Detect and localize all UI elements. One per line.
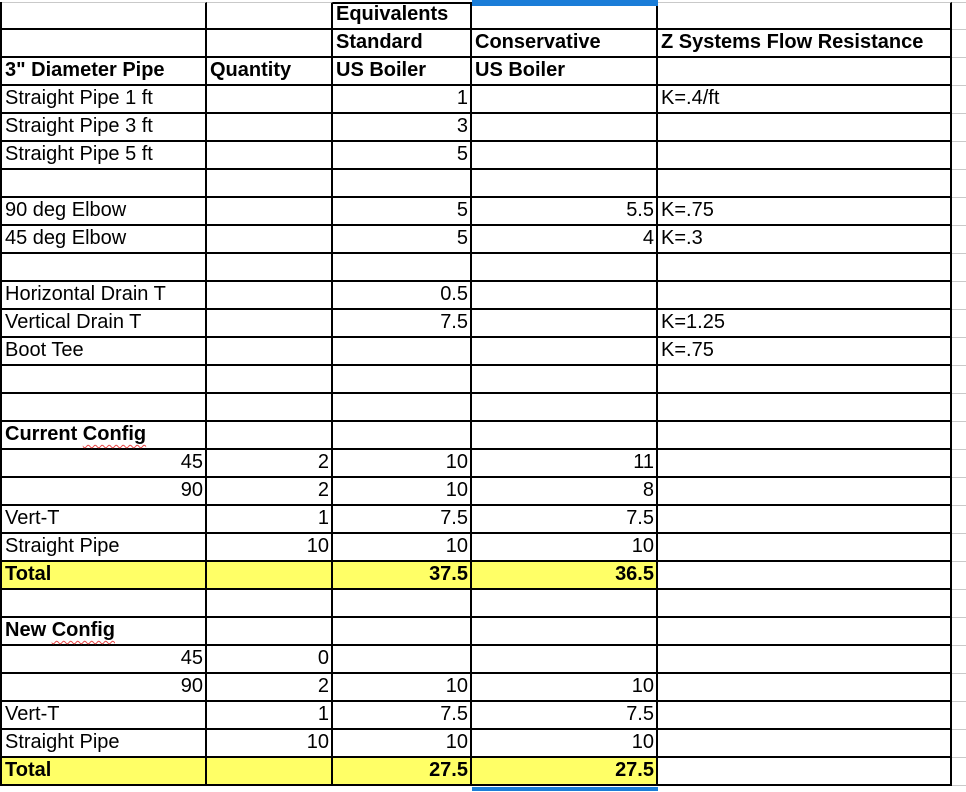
cell-E1[interactable] — [658, 2, 952, 30]
cell-E23[interactable] — [658, 618, 952, 646]
sheet-row-23 — [2, 618, 966, 646]
cell-C5[interactable]: 3 — [333, 114, 472, 142]
cell-F10[interactable] — [952, 254, 966, 282]
sheet-row-7 — [2, 170, 966, 198]
cell-C17[interactable]: 10 — [333, 450, 472, 478]
sheet-row-25 — [2, 674, 966, 702]
cell-B22[interactable] — [207, 590, 333, 618]
cell-C13[interactable] — [333, 338, 472, 366]
cell-D18[interactable]: 8 — [472, 478, 658, 506]
cell-D5[interactable] — [472, 114, 658, 142]
cell-E11[interactable] — [658, 282, 952, 310]
cell-D23[interactable] — [472, 618, 658, 646]
sheet-row-27 — [2, 730, 966, 758]
cell-C7[interactable] — [333, 170, 472, 198]
cell-D20[interactable]: 10 — [472, 534, 658, 562]
cell-A10[interactable] — [2, 254, 207, 282]
sheet-row-18 — [2, 478, 966, 506]
cell-A12[interactable]: Vertical Drain T — [2, 310, 207, 338]
cell-A20[interactable]: Straight Pipe — [2, 534, 207, 562]
cell-D25[interactable]: 10 — [472, 674, 658, 702]
cell-D15[interactable] — [472, 394, 658, 422]
column-selection-top-indicator — [472, 0, 658, 6]
cell-E17[interactable] — [658, 450, 952, 478]
cell-F26[interactable] — [952, 702, 966, 730]
sheet-row-1 — [2, 2, 966, 30]
cell-B16[interactable] — [207, 422, 333, 450]
cell-A21[interactable]: Total — [2, 562, 207, 590]
cell-B20[interactable]: 10 — [207, 534, 333, 562]
cell-F20[interactable] — [952, 534, 966, 562]
cell-A15[interactable] — [2, 394, 207, 422]
column-selection-bottom-indicator — [472, 787, 658, 791]
cell-A16[interactable] — [2, 422, 207, 450]
cell-F23[interactable] — [952, 618, 966, 646]
cell-D22[interactable] — [472, 590, 658, 618]
cell-B24[interactable]: 0 — [207, 646, 333, 674]
sheet-row-24 — [2, 646, 966, 674]
cell-F28[interactable] — [952, 758, 966, 786]
cell-A14[interactable] — [2, 366, 207, 394]
cell-A9[interactable]: 45 deg Elbow — [2, 226, 207, 254]
cell-E6[interactable] — [658, 142, 952, 170]
cell-A26[interactable]: Vert-T — [2, 702, 207, 730]
cell-E7[interactable] — [658, 170, 952, 198]
cell-B14[interactable] — [207, 366, 333, 394]
cell-B19[interactable]: 1 — [207, 506, 333, 534]
cell-C11[interactable]: 0.5 — [333, 282, 472, 310]
cell-D1[interactable] — [472, 2, 658, 30]
cell-C4[interactable]: 1 — [333, 86, 472, 114]
cell-C28[interactable]: 27.5 — [333, 758, 472, 786]
cell-A19[interactable]: Vert-T — [2, 506, 207, 534]
cell-B2[interactable] — [207, 30, 333, 58]
cell-C18[interactable]: 10 — [333, 478, 472, 506]
cell-B26[interactable]: 1 — [207, 702, 333, 730]
cell-A17[interactable]: 45 — [2, 450, 207, 478]
cell-F3[interactable] — [952, 58, 966, 86]
cell-E24[interactable] — [658, 646, 952, 674]
sheet-row-11 — [2, 282, 966, 310]
cell-D9[interactable]: 4 — [472, 226, 658, 254]
cell-F6[interactable] — [952, 142, 966, 170]
sheet-row-20 — [2, 534, 966, 562]
cell-E27[interactable] — [658, 730, 952, 758]
cell-B23[interactable] — [207, 618, 333, 646]
cell-A2[interactable] — [2, 30, 207, 58]
cell-E9[interactable]: K=.3 — [658, 226, 952, 254]
cell-D6[interactable] — [472, 142, 658, 170]
cell-F22[interactable] — [952, 590, 966, 618]
cell-C6[interactable]: 5 — [333, 142, 472, 170]
cell-F24[interactable] — [952, 646, 966, 674]
cell-A18[interactable]: 90 — [2, 478, 207, 506]
cell-A7[interactable] — [2, 170, 207, 198]
cell-D27[interactable]: 10 — [472, 730, 658, 758]
cell-F14[interactable] — [952, 366, 966, 394]
sheet-row-17 — [2, 450, 966, 478]
cell-C8[interactable]: 5 — [333, 198, 472, 226]
cell-A27[interactable]: Straight Pipe — [2, 730, 207, 758]
sheet-row-26 — [2, 702, 966, 730]
cell-D26[interactable]: 7.5 — [472, 702, 658, 730]
cell-A23[interactable] — [2, 618, 207, 646]
cell-B27[interactable]: 10 — [207, 730, 333, 758]
sheet-row-9 — [2, 226, 966, 254]
cell-D17[interactable]: 11 — [472, 450, 658, 478]
cell-A1[interactable] — [2, 2, 207, 30]
cell-D16[interactable] — [472, 422, 658, 450]
spellcheck-squiggle-word: Config — [51, 619, 115, 641]
cell-E3[interactable] — [658, 58, 952, 86]
cell-B1[interactable] — [207, 2, 333, 30]
cell-A11[interactable]: Horizontal Drain T — [2, 282, 207, 310]
sheet-row-14 — [2, 366, 966, 394]
cell-C21[interactable]: 37.5 — [333, 562, 472, 590]
cell-A28[interactable]: Total — [2, 758, 207, 786]
cell-B15[interactable] — [207, 394, 333, 422]
cell-E25[interactable] — [658, 674, 952, 702]
cell-F13[interactable] — [952, 338, 966, 366]
cell-F17[interactable] — [952, 450, 966, 478]
cell-F1[interactable] — [952, 2, 966, 30]
cell-C20[interactable]: 10 — [333, 534, 472, 562]
cell-E5[interactable] — [658, 114, 952, 142]
cell-C14[interactable] — [333, 366, 472, 394]
sheet-row-13 — [2, 338, 966, 366]
cell-D24[interactable] — [472, 646, 658, 674]
cell-C15[interactable] — [333, 394, 472, 422]
sheet-row-8 — [2, 198, 966, 226]
cell-E15[interactable] — [658, 394, 952, 422]
cell-F7[interactable] — [952, 170, 966, 198]
cell-E19[interactable] — [658, 506, 952, 534]
cell-C23[interactable] — [333, 618, 472, 646]
cell-E10[interactable] — [658, 254, 952, 282]
cell-F11[interactable] — [952, 282, 966, 310]
cell-C26[interactable]: 7.5 — [333, 702, 472, 730]
cell-E28[interactable] — [658, 758, 952, 786]
cell-C25[interactable]: 10 — [333, 674, 472, 702]
cell-B11[interactable] — [207, 282, 333, 310]
cell-F27[interactable] — [952, 730, 966, 758]
cell-D21[interactable]: 36.5 — [472, 562, 658, 590]
cell-A13[interactable]: Boot Tee — [2, 338, 207, 366]
cell-C27[interactable]: 10 — [333, 730, 472, 758]
cell-B13[interactable] — [207, 338, 333, 366]
cell-F25[interactable] — [952, 674, 966, 702]
cell-E14[interactable] — [658, 366, 952, 394]
cell-E8[interactable]: K=.75 — [658, 198, 952, 226]
cell-A3[interactable]: 3" Diameter Pipe — [2, 58, 207, 86]
cell-C9[interactable]: 5 — [333, 226, 472, 254]
cell-B21[interactable] — [207, 562, 333, 590]
cell-F8[interactable] — [952, 198, 966, 226]
cell-B4[interactable] — [207, 86, 333, 114]
cell-E2[interactable]: Z Systems Flow Resistance — [658, 30, 952, 58]
cell-C2[interactable]: Standard — [333, 30, 472, 58]
cell-C16[interactable] — [333, 422, 472, 450]
cell-B12[interactable] — [207, 310, 333, 338]
sheet-row-19 — [2, 506, 966, 534]
cell-D14[interactable] — [472, 366, 658, 394]
cell-A6[interactable]: Straight Pipe 5 ft — [2, 142, 207, 170]
sheet-row-5 — [2, 114, 966, 142]
spellcheck-squiggle-word: Config — [82, 423, 147, 445]
cell-E13[interactable]: K=.75 — [658, 338, 952, 366]
cell-D8[interactable]: 5.5 — [472, 198, 658, 226]
sheet-row-12 — [2, 310, 966, 338]
cell-D19[interactable]: 7.5 — [472, 506, 658, 534]
cell-F15[interactable] — [952, 394, 966, 422]
cell-D12[interactable] — [472, 310, 658, 338]
cell-F19[interactable] — [952, 506, 966, 534]
cell-F18[interactable] — [952, 478, 966, 506]
cell-F16[interactable] — [952, 422, 966, 450]
cell-B5[interactable] — [207, 114, 333, 142]
sheet-row-21 — [2, 562, 966, 590]
cell-F21[interactable] — [952, 562, 966, 590]
cell-text: New Config — [5, 619, 115, 641]
cell-A5[interactable]: Straight Pipe 3 ft — [2, 114, 207, 142]
cell-E22[interactable] — [658, 590, 952, 618]
cell-B18[interactable]: 2 — [207, 478, 333, 506]
cell-F9[interactable] — [952, 226, 966, 254]
sheet-row-3 — [2, 58, 966, 86]
cell-A4[interactable]: Straight Pipe 1 ft — [2, 86, 207, 114]
cell-D28[interactable]: 27.5 — [472, 758, 658, 786]
cell-E18[interactable] — [658, 478, 952, 506]
cell-E12[interactable]: K=1.25 — [658, 310, 952, 338]
sheet-row-4 — [2, 86, 966, 114]
cell-B7[interactable] — [207, 170, 333, 198]
cell-F4[interactable] — [952, 86, 966, 114]
cell-F2[interactable] — [952, 30, 966, 58]
cell-E20[interactable] — [658, 534, 952, 562]
sheet-row-10 — [2, 254, 966, 282]
cell-E21[interactable] — [658, 562, 952, 590]
cell-C10[interactable] — [333, 254, 472, 282]
cell-D3[interactable]: US Boiler — [472, 58, 658, 86]
cell-C24[interactable] — [333, 646, 472, 674]
spreadsheet-grid — [0, 2, 966, 786]
sheet-row-15 — [2, 394, 966, 422]
cell-B6[interactable] — [207, 142, 333, 170]
sheet-row-22 — [2, 590, 966, 618]
cell-F12[interactable] — [952, 310, 966, 338]
cell-D11[interactable] — [472, 282, 658, 310]
cell-E16[interactable] — [658, 422, 952, 450]
cell-E26[interactable] — [658, 702, 952, 730]
sheet-row-6 — [2, 142, 966, 170]
cell-B17[interactable]: 2 — [207, 450, 333, 478]
cell-D4[interactable] — [472, 86, 658, 114]
cell-D10[interactable] — [472, 254, 658, 282]
cell-A25[interactable]: 90 — [2, 674, 207, 702]
cell-D2[interactable]: Conservative — [472, 30, 658, 58]
cell-C19[interactable]: 7.5 — [333, 506, 472, 534]
sheet-row-28 — [2, 758, 966, 786]
cell-E4[interactable]: K=.4/ft — [658, 86, 952, 114]
cell-B8[interactable] — [207, 198, 333, 226]
cell-A24[interactable]: 45 — [2, 646, 207, 674]
cell-A8[interactable]: 90 deg Elbow — [2, 198, 207, 226]
cell-B3[interactable]: Quantity — [207, 58, 333, 86]
cell-B9[interactable] — [207, 226, 333, 254]
cell-F5[interactable] — [952, 114, 966, 142]
cell-text: Current Config — [5, 423, 147, 445]
cell-D13[interactable] — [472, 338, 658, 366]
cell-C3[interactable]: US Boiler — [333, 58, 472, 86]
cell-C12[interactable]: 7.5 — [333, 310, 472, 338]
cell-A22[interactable] — [2, 590, 207, 618]
cell-B28[interactable] — [207, 758, 333, 786]
cell-D7[interactable] — [472, 170, 658, 198]
sheet-row-16 — [2, 422, 966, 450]
sheet-row-2 — [2, 30, 966, 58]
cell-B10[interactable] — [207, 254, 333, 282]
cell-C22[interactable] — [333, 590, 472, 618]
cell-B25[interactable]: 2 — [207, 674, 333, 702]
cell-C1[interactable]: Equivalents — [333, 2, 472, 30]
